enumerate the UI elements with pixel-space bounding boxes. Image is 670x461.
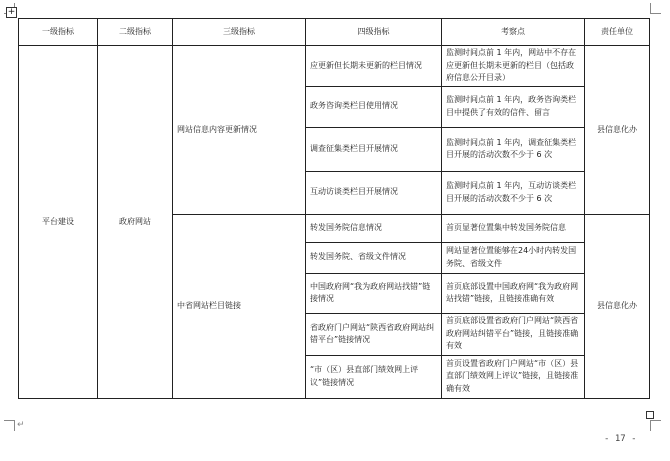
level4-cell: “市（区）县直部门绩效网上评议”链接情况 — [306, 355, 442, 398]
header-cell: 一级指标 — [19, 19, 98, 46]
check-cell: 首页底部设置中国政府网“我为政府网站找错”链接，且链接准确有效 — [442, 273, 585, 313]
header-cell: 考察点 — [442, 19, 585, 46]
crop-mark-bottom-right — [650, 420, 661, 431]
indicator-table — [18, 18, 650, 399]
crop-mark-bottom-left — [4, 420, 15, 431]
check-cell: 监测时间点前 1 年内，政务咨询类栏目中提供了有效的信件、留言 — [442, 86, 585, 127]
header-cell: 二级指标 — [98, 19, 173, 46]
level4-cell: 应更新但长期未更新的栏目情况 — [306, 46, 442, 87]
check-cell: 网站显著位置能够在24小时内转发国务院、省级文件 — [442, 242, 585, 273]
level4-cell: 转发国务院信息情况 — [306, 214, 442, 242]
table-row — [19, 46, 650, 87]
check-cell: 首页显著位置集中转发国务院信息 — [442, 214, 585, 242]
level4-cell: 转发国务院、省级文件情况 — [306, 242, 442, 273]
check-cell: 首页底部设置省政府门户网站“陕西省政府网站纠错平台”链接，且链接准确有效 — [442, 313, 585, 355]
level4-cell: 互动访谈类栏目开展情况 — [306, 171, 442, 214]
level2-cell: 政府网站 — [98, 46, 173, 399]
paragraph-mark-icon: ↵ — [17, 420, 25, 430]
level1-cell: 平台建设 — [19, 46, 98, 399]
unit-cell: 县信息化办 — [585, 46, 650, 215]
check-cell: 监测时间点前 1 年内，互动访谈类栏目开展的活动次数不少于 6 次 — [442, 171, 585, 214]
level3-cell: 网站信息内容更新情况 — [173, 46, 306, 215]
table-resize-handle-icon[interactable] — [646, 411, 654, 419]
header-cell: 责任单位 — [585, 19, 650, 46]
level4-cell: 省政府门户网站“陕西省政府网站纠错平台”链接情况 — [306, 313, 442, 355]
table-header-row — [19, 19, 650, 46]
level4-cell: 中国政府网“我为政府网站找错”链接情况 — [306, 273, 442, 313]
header-cell: 四级指标 — [306, 19, 442, 46]
header-cell: 三级指标 — [173, 19, 306, 46]
page-number: - 17 - — [604, 434, 637, 444]
level3-cell: 中省网站栏目链接 — [173, 214, 306, 398]
level4-cell: 政务咨询类栏目使用情况 — [306, 86, 442, 127]
check-cell: 监测时间点前 1 年内，网站中不存在应更新但长期未更新的栏目（包括政府信息公开目录） — [442, 46, 585, 87]
unit-cell: 县信息化办 — [585, 214, 650, 398]
table-move-handle-icon[interactable]: + — [7, 7, 16, 17]
crop-mark-top-right — [650, 3, 661, 14]
check-cell: 监测时间点前 1 年内，调查征集类栏目开展的活动次数不少于 6 次 — [442, 127, 585, 171]
check-cell: 首页设置省政府门户网站“市（区）县直部门绩效网上评议”链接，且链接准确有效 — [442, 355, 585, 398]
level4-cell: 调查征集类栏目开展情况 — [306, 127, 442, 171]
